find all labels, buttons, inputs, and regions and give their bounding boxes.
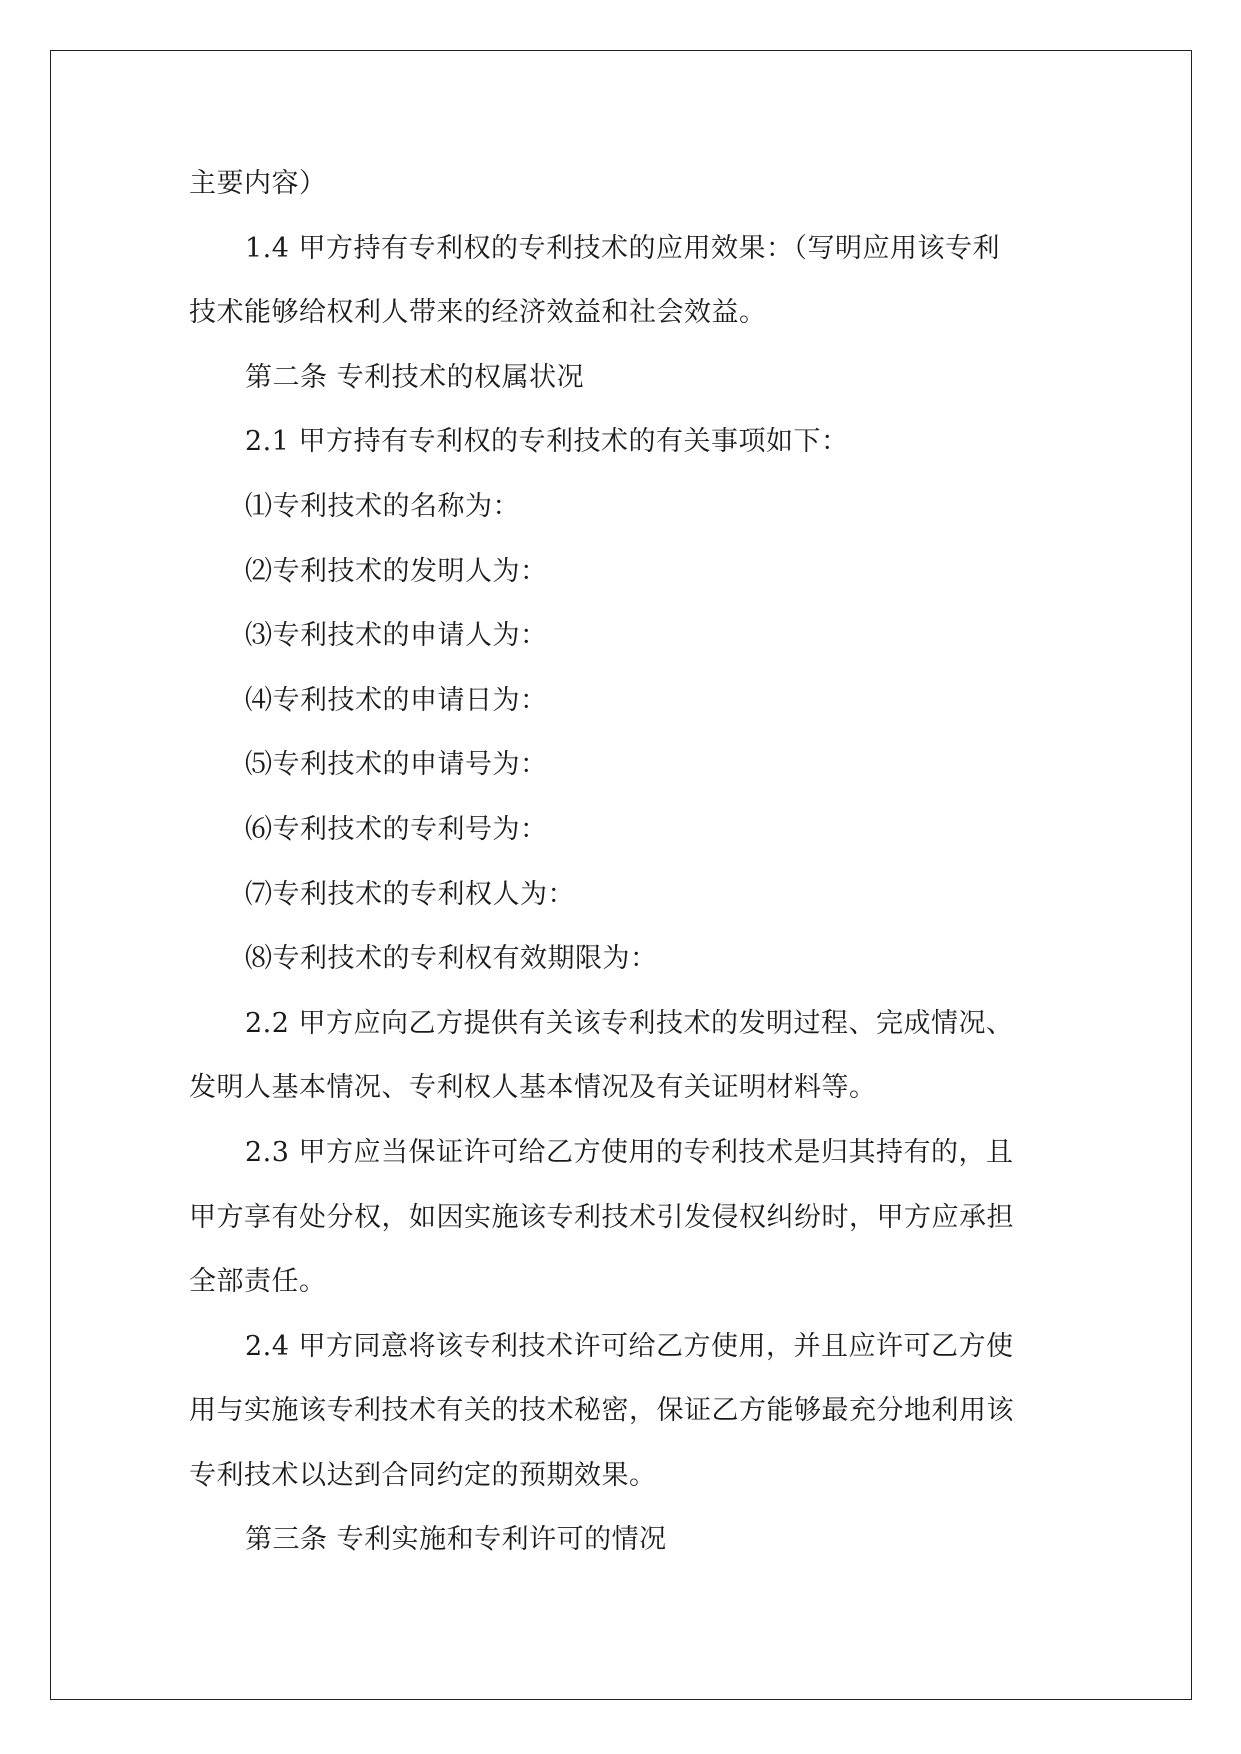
document-body: [189, 152, 1059, 1573]
clause-1-4: 1.4 甲方持有专利权的专利技术的应用效果：（写明应用该专利: [245, 232, 1001, 264]
text-line-continuation: 主要内容）: [189, 168, 327, 199]
clause-2-4: 2.4 甲方同意将该专利技术许可给乙方使用，并且应许可乙方使: [245, 1330, 1014, 1362]
clause-2-3-cont-1: 甲方享有处分权，如因实施该专利技术引发侵权纠纷时，甲方应承担: [189, 1201, 1014, 1233]
item-6-patent-number: ⑹专利技术的专利号为：: [245, 813, 548, 845]
item-2-inventor: ⑵专利技术的发明人为：: [245, 555, 548, 587]
item-7-patentee: ⑺专利技术的专利权人为：: [245, 878, 575, 910]
clause-1-4-cont: 技术能够给权利人带来的经济效益和社会效益。: [189, 297, 767, 329]
clause-2-2-cont: 发明人基本情况、专利权人基本情况及有关证明材料等。: [189, 1072, 877, 1104]
article-3-heading: 第三条 专利实施和专利许可的情况: [245, 1524, 667, 1556]
clause-2-4-cont-2: 专利技术以达到合同约定的预期效果。: [189, 1459, 657, 1491]
item-4-application-date: ⑷专利技术的申请日为：: [245, 684, 548, 716]
item-1-name: ⑴专利技术的名称为：: [245, 490, 520, 522]
clause-2-3-cont-2: 全部责任。: [189, 1266, 327, 1298]
clause-2-4-cont-1: 用与实施该专利技术有关的技术秘密，保证乙方能够最充分地利用该: [189, 1395, 1014, 1427]
article-2-heading: 第二条 专利技术的权属状况: [245, 361, 585, 393]
item-5-application-number: ⑸专利技术的申请号为：: [245, 749, 548, 781]
item-8-validity-period: ⑻专利技术的专利权有效期限为：: [245, 943, 658, 975]
clause-2-1: 2.1 甲方持有专利权的专利技术的有关事项如下：: [245, 426, 849, 458]
item-3-applicant: ⑶专利技术的申请人为：: [245, 620, 548, 652]
clause-2-2: 2.2 甲方应向乙方提供有关该专利技术的发明过程、完成情况、: [245, 1007, 1014, 1039]
clause-2-3: 2.3 甲方应当保证许可给乙方使用的专利技术是归其持有的，且: [245, 1136, 1014, 1168]
